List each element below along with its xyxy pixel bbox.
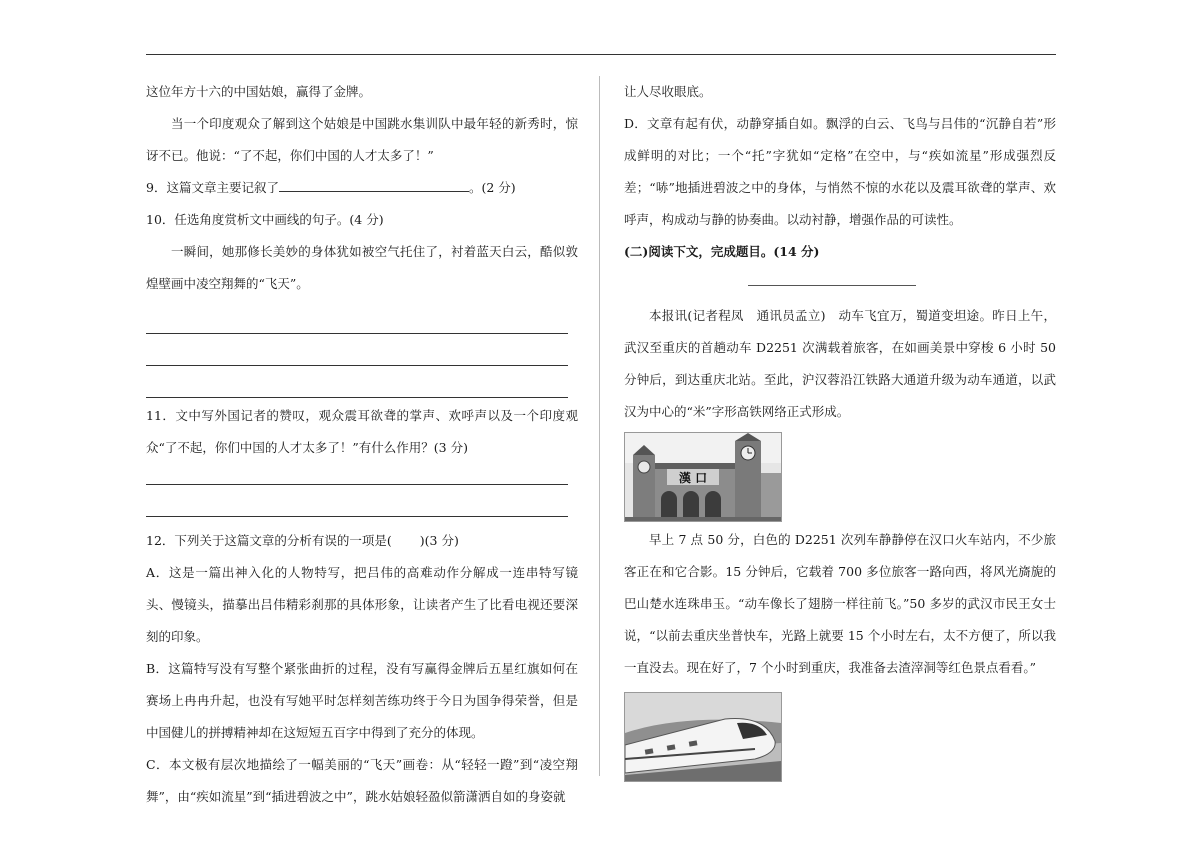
top-rule (146, 54, 1056, 55)
question-10-answer-line[interactable] (146, 334, 568, 366)
column-divider (599, 76, 600, 776)
section-two-heading: (二)阅读下文，完成题目。(14 分) (624, 244, 820, 259)
left-column (146, 76, 578, 813)
question-11-answer-line[interactable] (146, 464, 568, 485)
question-9-text: 9．这篇文章主要记叙了 (146, 180, 279, 195)
option-c-continuation: 让人尽收眼底。 (624, 84, 712, 99)
question-12 (146, 525, 578, 557)
news-paragraph-1: 本报讯(记者程凤 通讯员孟立) 动车飞宜万，蜀道变坦途。昨日上午，武汉至重庆的首趟动车 D2251 次满载着旅客，在如画美景中穿梭 6 小时 50 分钟后，到达重庆北站。至此，沪汉蓉沿江铁路大通道升级为动车通道，以武汉为中心的“米”字形高铁网络正式形成。 (624, 308, 1056, 419)
high-speed-train-illustration (625, 693, 781, 781)
question-10-answer-line[interactable] (146, 302, 568, 334)
title-blank-line[interactable] (748, 285, 916, 286)
question-9 (146, 172, 578, 204)
news-paragraph-2: 早上 7 点 50 分，白色的 D2251 次列车静静停在汉口火车站内，不少旅客正在和它合影。15 分钟后，它载着 700 多位旅客一路向西，将风光旖旎的巴山楚水连珠串玉。“动车像长了翅膀一样往前飞。”50 多岁的武汉市民王女士说，“以前去重庆坐普快车，光路上就要 15 个小时左右，太不方便了，所以我一直没去。现在好了，7 个小时到重庆，我准备去渣滓洞等红色景点看看。” (624, 532, 1056, 675)
question-9-answer-blank[interactable] (279, 179, 469, 192)
question-12-text: 12．下列关于这篇文章的分析有误的一项是( (146, 533, 392, 548)
question-12-option-c: C．本文极有层次地描绘了一幅美丽的“飞天”画卷：从“轻轻一蹬”到“凌空翔舞”，由“疾如流星”到“插进碧波之中”，跳水姑娘轻盈似箭潇洒自如的身姿就 (146, 757, 578, 804)
hankou-station-illustration (625, 433, 781, 521)
question-11-answer-line[interactable] (146, 485, 568, 517)
passage-ending-line: 这位年方十六的中国姑娘，赢得了金牌。 (146, 84, 372, 99)
question-11: 11．文中写外国记者的赞叹，观众震耳欲聋的掌声、欢呼声以及一个印度观众“了不起，你们中国的人才太多了！”有什么作用？(3 分) (146, 408, 578, 455)
question-10-answer-line[interactable] (146, 366, 568, 398)
hankou-station-photo (624, 432, 782, 522)
question-12-option-a: A．这是一篇出神入化的人物特写，把吕伟的高难动作分解成一连串特写镜头、慢镜头，描摹出吕伟精彩刹那的具体形象，让读者产生了比看电视还要深刻的印象。 (146, 565, 578, 644)
high-speed-train-photo (624, 692, 782, 782)
question-10: 10．任选角度赏析文中画线的句子。(4 分) (146, 212, 384, 227)
passage-indian-paragraph: 当一个印度观众了解到这个姑娘是中国跳水集训队中最年轻的新秀时，惊讶不已。他说：“了不起，你们中国的人才太多了！” (146, 116, 578, 163)
right-column (624, 76, 1056, 784)
station-sign-text: 漢 口 (678, 471, 708, 485)
question-9-points: 。(2 分) (468, 180, 516, 195)
question-12-option-d: D．文章有起有伏，动静穿插自如。飘浮的白云、飞鸟与吕伟的“沉静自若”形成鲜明的对比；一个“托”字犹如“定格”在空中，与“疾如流星”形成强烈反差；“哧”地插进碧波之中的身体，与悄然不惊的水花以及震耳欲聋的掌声、欢呼声，构成动与静的协奏曲。以动衬静，增强作品的可读性。 (624, 116, 1056, 227)
question-12-points: )(3 分) (419, 533, 459, 548)
question-12-option-b: B．这篇特写没有写整个紧张曲折的过程，没有写赢得金牌后五星红旗如何在赛场上冉冉升起，也没有写她平时怎样刻苦练功终于今日为国争得荣誉，但是中国健儿的拼搏精神却在这短短五百字中得到了充分的体现。 (146, 661, 578, 740)
question-10-quote: 一瞬间，她那修长美妙的身体犹如被空气托住了，衬着蓝天白云，酷似敦煌壁画中凌空翔舞的“飞天”。 (146, 244, 578, 291)
